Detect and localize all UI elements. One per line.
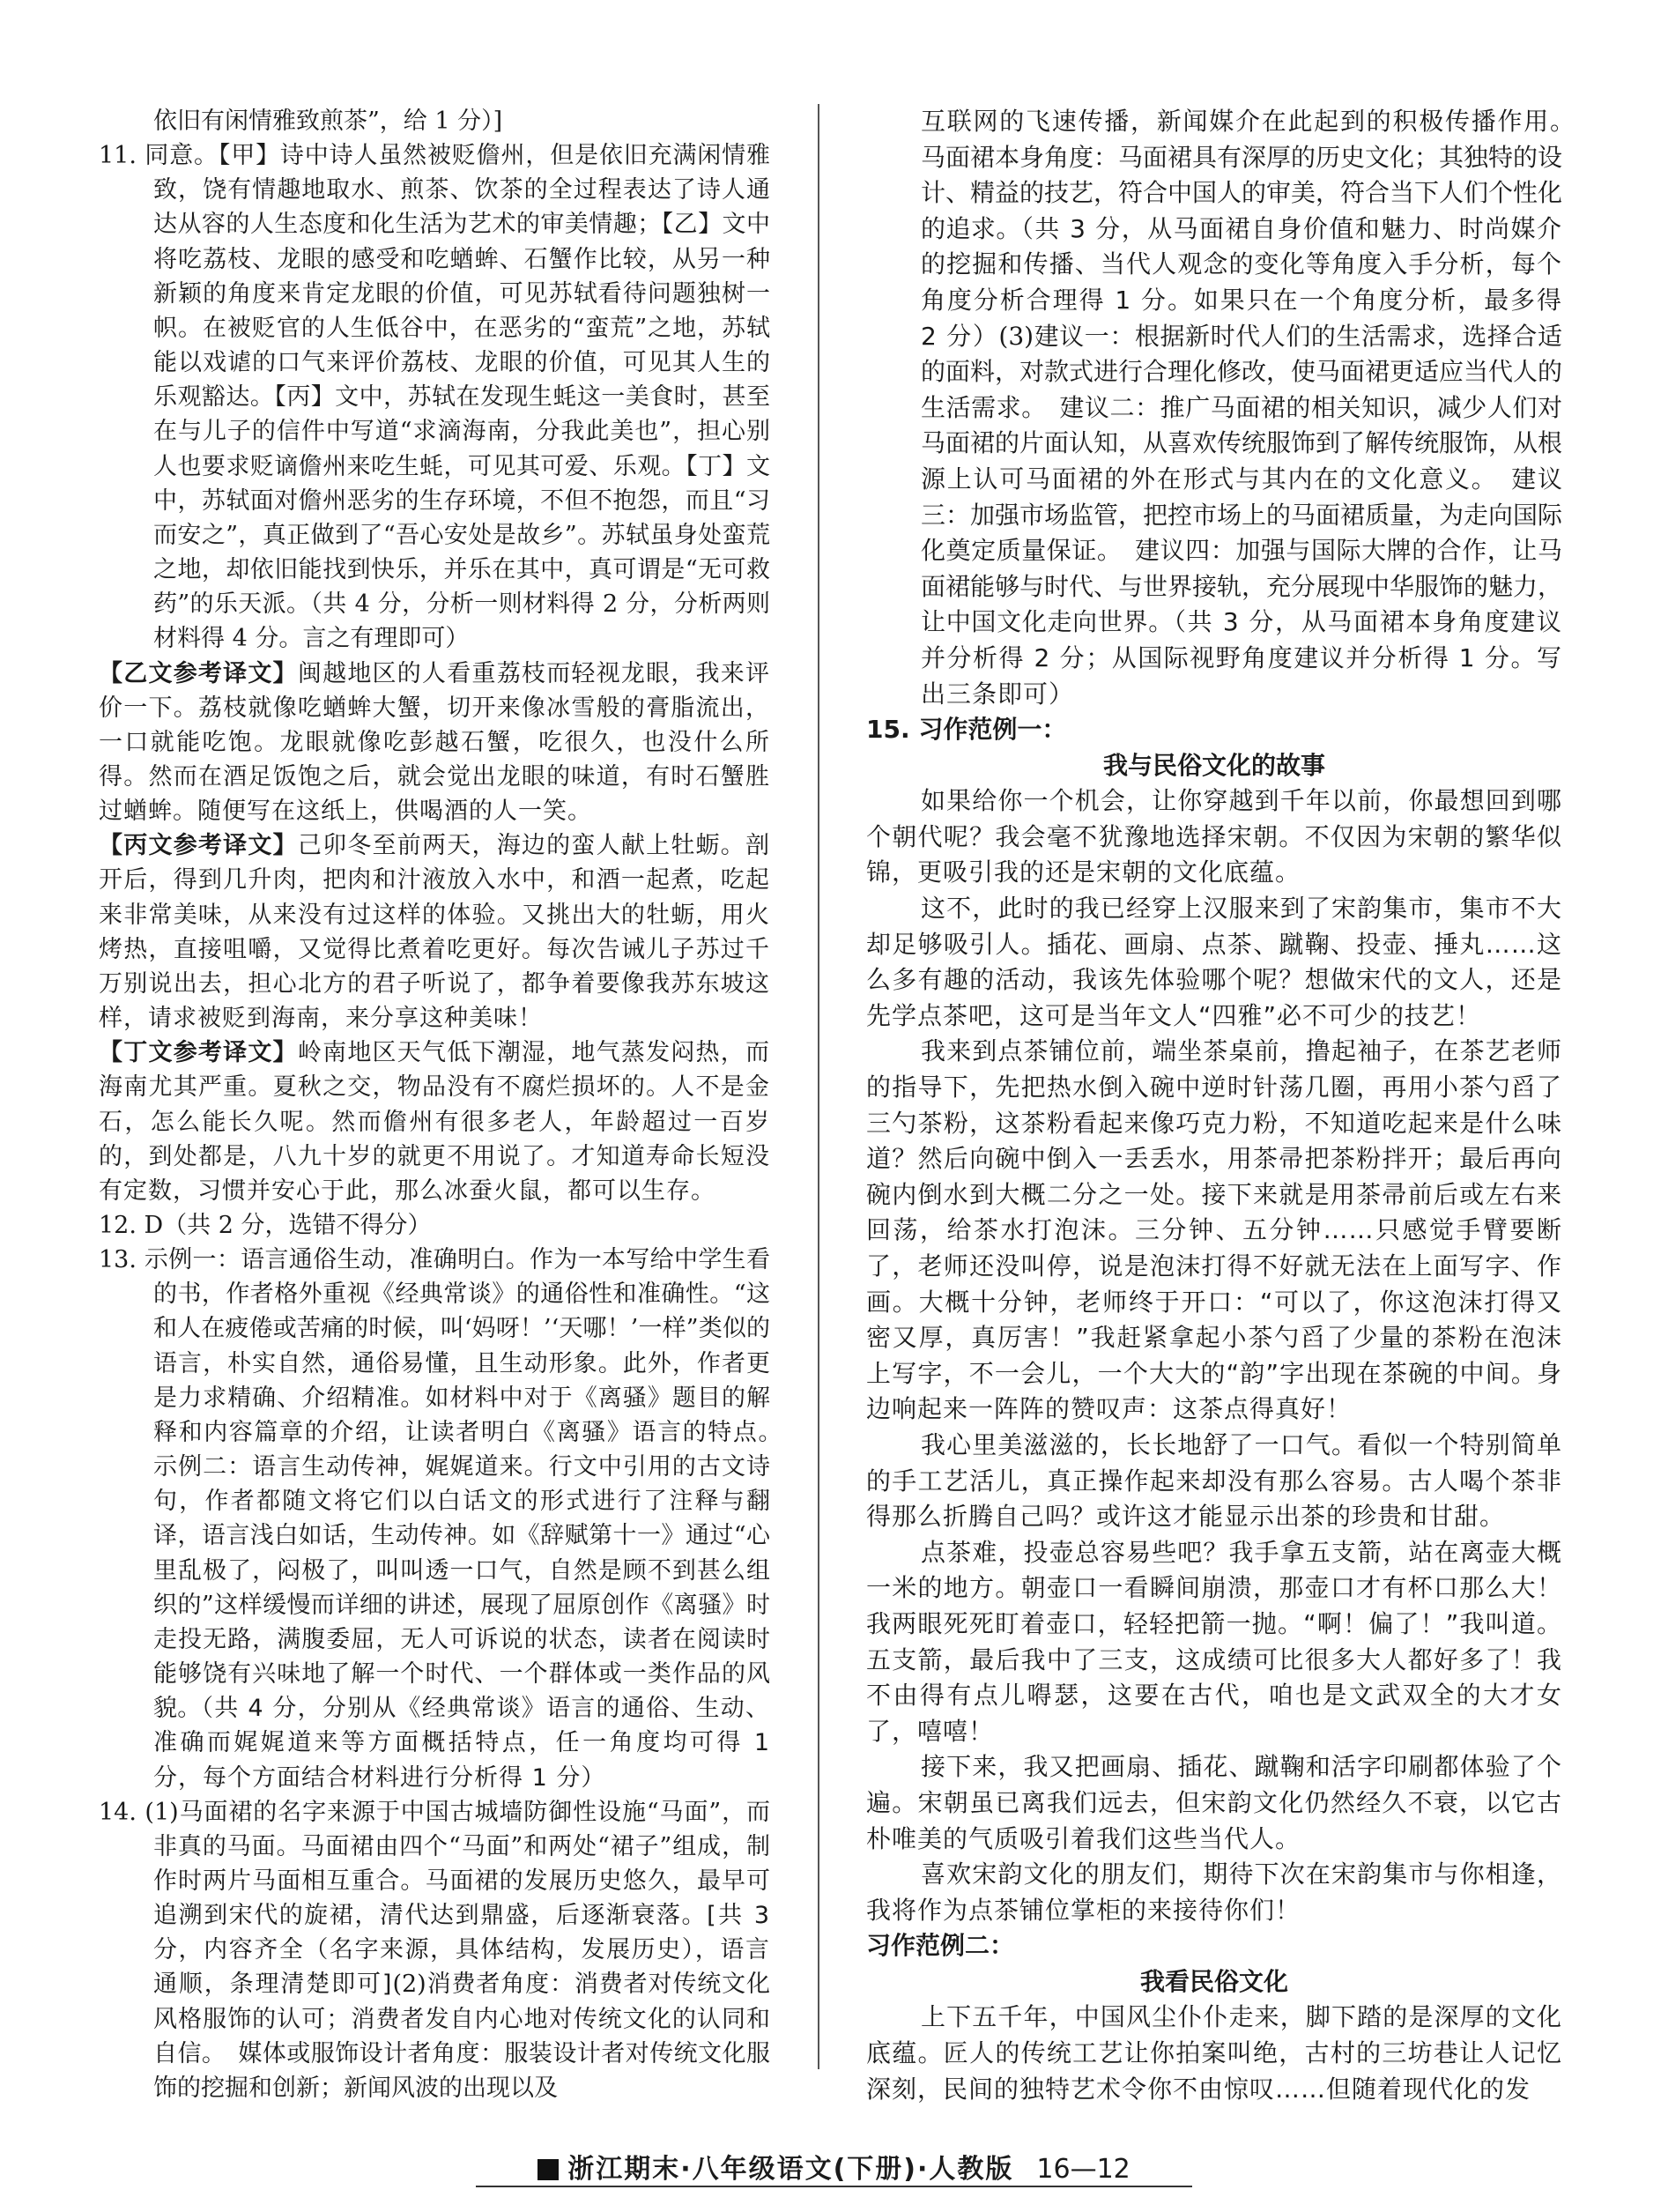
answer-14-cont-note: （共 3 分，从马面裙自身价值和魅力、时尚媒介的挖掘和传播、当代人观念的变化等角度入手分析，每个角度分析合理得 1 分。如果只在一个角度分析，最多得 2 分）: [921, 213, 1562, 351]
essay-paragraph: 接下来，我又把画扇、插花、蹴鞠和活字印刷都体验了个遍。宋朝虽已离我们远去，但宋韵文化仍然经久不衰，以它古朴唯美的气质吸引着我们这些当代人。: [866, 1752, 1562, 1853]
answer-11: 11. 同意。【甲】诗中诗人虽然被贬儋州，但是依旧充满闲情雅致，饶有情趣地取水、煎茶、饮茶的全过程表达了诗人通达从容的人生态度和化生活为艺术的审美情趣；【乙】文中将吃荔枝、龙眼的感受和吃蝤蛑、石蟹作比较，从另一种新颖的角度来肯定龙眼的价值，可见苏轼看待问题独树一帜。在被贬官的人生低谷中，在恶劣的“蛮荒”之地，苏轼能以戏谑的口气来评价荔枝、龙眼的价值，可见其人生的乐观豁达。【丙】文中，苏轼在发现生蚝这一美食时，甚至在与儿子的信件中写道“求滴海南，分我此美也”，担心别人也要求贬谪儋州来吃生蚝，可见其可爱、乐观。【丁】文中，苏轼面对儋州恶劣的生存环境，不但不抱怨，而且“习而安之”，真正做到了“吾心安处是故乡”。苏轼虽身处蛮荒之地，却依旧能找到快乐，并乐在其中，真可谓是“无可救药”的乐天派。（共 4 分，分析一则材料得 2 分，分析两则材料得 4 分。言之有理即可）: [99, 142, 770, 653]
footer-label: 浙江期末·八年级语文(下册)·人教版: [567, 2154, 1014, 2185]
translation-bing: [99, 828, 770, 1035]
answer-12: 12. D（共 2 分，选错不得分）: [99, 1212, 432, 1239]
essay-paragraph: 如果给你一个机会，让你穿越到千年以前，你最想回到哪个朝代呢？我会毫不犹豫地选择宋朝。不仅因为宋朝的繁华似锦，更吸引我的还是宋朝的文化底蕴。: [866, 786, 1562, 887]
translation-ding-tag: 【丁文参考译文】: [99, 1039, 298, 1067]
right-column: [866, 104, 1588, 2107]
answer-14-part3-note: （共 3 分，从马面裙本身角度建议并分析得 2 分；从国际视野角度建议并分析得 1 分。写出三条即可）: [921, 607, 1562, 709]
answer-14-note: [共 3 分，内容齐全（名字来源，具体结构，发展历史），语言通顺，条理清楚即可]: [153, 1902, 771, 1999]
footer-square-icon: [537, 2159, 559, 2180]
answer-14-body: 14. (1)马面裙的名字来源于中国古城墙防御性设施“马面”，而非真的马面。马面裙由四个“马面”和两处“裙子”组成，制作时两片马面相互重合。马面裙的发展历史悠久，最早可追溯到宋代的旋裙，清代达到鼎盛，后逐渐衰落。: [99, 1798, 770, 1930]
footer-rule: [476, 2186, 1192, 2187]
translation-ding-body: 岭南地区天气低下潮湿，地气蒸发闷热，而海南尤其严重。夏秋之交，物品没有不腐烂损坏的。人不是金石，怎么能长久呢。然而儋州有很多老人，年龄超过一百岁的，到处都是，八九十岁的就更不用说了。才知道寿命长短没有定数，习惯并安心于此，那么冰蚕火鼠，都可以生存。: [99, 1039, 771, 1205]
answer-13-note: （共 4 分，分别从《经典常谈》语言的通俗、生动、准确而娓娓道来等方面概括特点，任一角度均可得 1 分，每个方面结合材料进行分析得 1 分）: [153, 1695, 771, 1792]
essay-paragraph: 我来到点茶铺位前，端坐茶桌前，撸起袖子，在茶艺老师的指导下，先把热水倒入碗中逆时针荡几圈，再用小茶勺舀了三勺茶粉，这茶粉看起来像巧克力粉，不知道吃起来是什么味道？然后向碗中倒入一丢丢水，用茶帚把茶粉拌开；最后再向碗内倒水到大概二分之一处。接下来就是用茶帚前后或左右来回荡，给茶水打泡沫。三分钟、五分钟……只感觉手臂要断了，老师还没叫停，说是泡沫打得不好就无法在上面写字、作画。大概十分钟，老师终于开口：“可以了，你这泡沫打得又密又厚，真厉害！”我赶紧拿起小茶勺舀了少量的茶粉在泡沫上写字，不一会儿，一个大大的“韵”字出现在茶碗的中间。身边响起来一阵阵的赞叹声：这茶点得真好！: [866, 1036, 1562, 1424]
answer-13-body: 13. 示例一：语言通俗生动，准确明白。作为一本写给中学生看的书，作者格外重视《经典常谈》的通俗性和准确性。“这和人在疲倦或苦痛的时候，叫‘妈呀！’‘天哪！’一样”类似的语言，朴实自然，通俗易懂，且生动形象。此外，作者更是力求精确、介绍精准。如材料中对于《离骚》题目的解释和内容篇章的介绍，让读者明白《离骚》语言的特点。 示例二：语言生动传神，娓娓道来。行文中引用的古文诗句，作者都随文将它们以白话文的形式进行了注释与翻译，语言浅白如话，生动传神。如《辞赋第十一》通过“心里乱极了，闷极了，叫叫透一口气，自然是顾不到甚么组织的”这样缓慢而详细的讲述，展现了屈原创作《离骚》时走投无路，满腹委屈，无人可诉说的状态，读者在阅读时能够饶有兴味地了解一个时代、一个群体或一类作品的风貌。: [99, 1246, 794, 1723]
essay-paragraph: 喜欢宋韵文化的朋友们，期待下次在宋韵集市与你相逢，我将作为点茶铺位掌柜的来接待你们！: [866, 1859, 1562, 1925]
answer-14-part2: (2)消费者角度：消费者对传统文化风格服饰的认可；消费者发自内心地对传统文化的认同和自信。 媒体或服饰设计者角度：服装设计者对传统文化服饰的挖掘和创新；新闻风波的出现以及: [153, 1971, 770, 2102]
answer-13: [99, 1243, 794, 1795]
essay-paragraph: 点茶难，投壶总容易些吧？我手拿五支箭，站在离壶大概一米的地方。朝壶口一看瞬间崩溃，那壶口才有杯口那么大！我两眼死死盯着壶口，轻轻把箭一抛。“啊！偏了！”我叫道。五支箭，最后我中了三支，这成绩可比很多大人都好多了！我不由得有点儿嘚瑟，这要在古代，咱也是文武双全的大才女了，嘻嘻！: [866, 1537, 1562, 1746]
essay-sample-2-label: 习作范例二：: [866, 1931, 1015, 1961]
column-divider: [818, 104, 819, 2069]
page-number: 16—12: [1036, 2154, 1131, 2185]
translation-yi-tag: 【乙文参考译文】: [99, 659, 298, 687]
page-footer: [0, 2147, 1668, 2186]
translation-bing-tag: 【丙文参考译文】: [99, 832, 298, 860]
translation-yi: [99, 657, 770, 829]
essay-sample-1-label: 15. 习作范例一：: [866, 715, 1067, 745]
answer-14-continued: [866, 104, 1588, 712]
answer-14: [99, 1795, 770, 2105]
translation-bing-body: 己卯冬至前两天，海边的蛮人献上牡蛎。剖开后，得到几升肉，把肉和汁液放入水中，和酒一起煮，吃起来非常美味，从来没有过这样的体验。又挑出大的牡蛎，用火烤热，直接咀嚼，又觉得比煮着吃更好。每次告诫儿子苏过千万别说出去，担心北方的君子听说了，都争着要像我苏东坡这样，请求被贬到海南，来分享这种美味！: [99, 832, 771, 1033]
essay-title-2: 我看民俗文化: [1139, 1966, 1288, 1996]
essay-paragraph: 这不，此时的我已经穿上汉服来到了宋韵集市，集市不大却足够吸引人。插花、画扇、点茶、蹴鞠、投壶、捶丸……这么多有趣的活动，我该先体验哪个呢？想做宋代的文人，还是先学点茶吧，这可是当年文人“四雅”必不可少的技艺！: [866, 894, 1562, 1030]
essay-paragraph: 上下五千年，中国风尘仆仆走来，脚下踏的是深厚的文化底蕴。匠人的传统工艺让你拍案叫绝，古村的三坊巷让人记忆深刻，民间的独特艺术令你不由惊叹……但随着现代化的发: [866, 2002, 1562, 2104]
left-column: [99, 104, 794, 2105]
answer-14-part3: (3)建议一：根据新时代人们的生活需求，选择合适的面料，对款式进行合理化修改，使马面裙更适应当代人的生活需求。 建议二：推广马面裙的相关知识，减少人们对马面裙的片面认知，从喜欢传统服饰到了解传统服饰，从根源上认可马面裙的外在形式与其内在的文化意义。 建议三：加强市场监管，把控市场上的马面裙质量，为走向国际化奠定质量保证。 建议四：加强与国际大牌的合作，让马面裙能够与时代、与世界接轨，充分展现中华服饰的魅力，让中国文化走向世界。: [921, 321, 1563, 637]
translation-yi-body: 闽越地区的人看重荔枝而轻视龙眼，我来评价一下。荔枝就像吃蝤蛑大蟹，切开来像冰雪般的膏脂流出，一口就能吃饱。龙眼就像吃彭越石蟹，吃很久，也没什么所得。然而在酒足饭饱之后，就会觉出龙眼的味道，有时石蟹胜过蝤蛑。随便写在这纸上，供喝酒的人一笑。: [99, 659, 771, 826]
answer-text: 依旧有闲情雅致煎茶”，给 1 分）]: [153, 108, 503, 135]
essay-title-1: 我与民俗文化的故事: [1102, 750, 1325, 780]
essay-paragraph: 我心里美滋滋的，长长地舒了一口气。看似一个特别简单的手工艺活儿，真正操作起来却没有那么容易。古人喝个茶非得那么折腾自己吗？或许这才能显示出茶的珍贵和甘甜。: [866, 1429, 1562, 1532]
answer-15: [866, 712, 1562, 748]
translation-ding: [99, 1035, 770, 1208]
answer-14-cont-body: 互联网的飞速传播，新闻媒介在此起到的积极传播作用。 马面裙本身角度：马面裙具有深厚的历史文化；其独特的设计、精益的技艺，符合中国人的审美，符合当下人们个性化的追求。: [921, 107, 1588, 243]
